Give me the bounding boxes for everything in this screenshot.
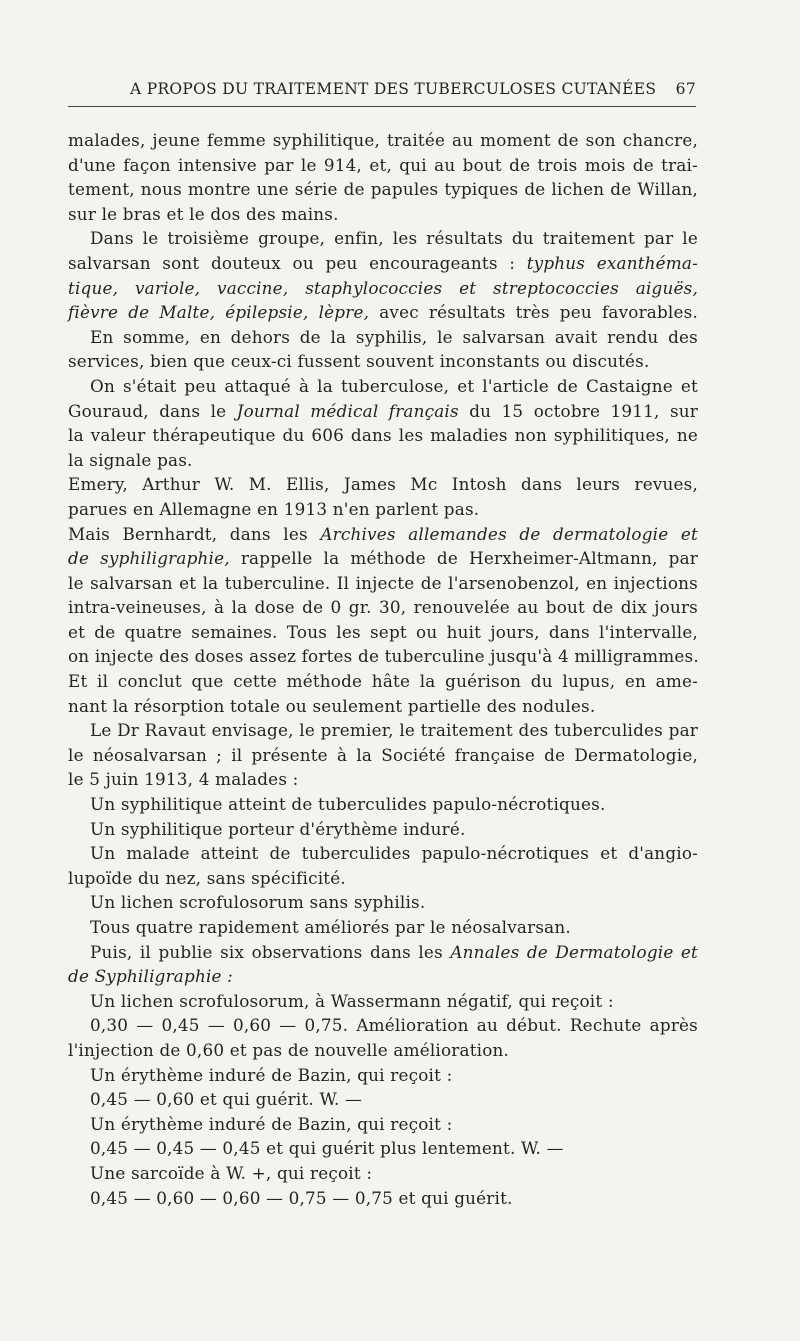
text-line: et de quatre semaines. Tous les sept ou huit jours, dans l'intervalle, — [68, 621, 698, 642]
text-line — [68, 276, 698, 301]
text-line — [68, 522, 698, 547]
text-line — [68, 251, 698, 276]
text-line: l'injection de 0,60 et pas de nouvelle amélioration. — [68, 1039, 510, 1060]
text-run: salvarsan sont douteux ou peu encourageants : — [68, 252, 516, 273]
text-line — [68, 546, 698, 571]
text-line: Dans le troisième groupe, enfin, les résultats du traitement par le — [90, 228, 698, 249]
text-line: On s'était peu attaqué à la tuberculose, et l'article de Castaigne et — [90, 375, 698, 396]
text-line: intra-veineuses, à la dose de 0 gr. 30, renouvelée au bout de dix jours — [68, 597, 698, 618]
text-line: Un lichen scrofulosorum sans syphilis. — [90, 892, 426, 913]
running-header — [68, 78, 696, 107]
text-line: Un lichen scrofulosorum, à Wassermann négatif, qui reçoit : — [90, 990, 614, 1011]
text-line: Un syphilitique porteur d'érythème induré. — [90, 818, 466, 839]
text-line — [68, 964, 698, 989]
text-line: services, bien que ceux-ci fussent souvent inconstants ou discutés. — [68, 351, 650, 372]
text-line: lupoïde du nez, sans spécificité. — [68, 867, 346, 888]
text-line — [68, 399, 698, 424]
text-line: parues en Allemagne en 1913 n'en parlent pas. — [68, 498, 480, 519]
text-line — [68, 300, 698, 325]
running-title: A PROPOS DU TRAITEMENT DES TUBERCULOSES CUTANÉES — [130, 80, 657, 98]
text-line: le néosalvarsan ; il présente à la Société française de Dermatologie, — [68, 744, 698, 765]
italic-run: de Syphiligraphie : — [68, 966, 234, 987]
text-line: on injecte des doses assez fortes de tuberculine jusqu'à 4 milligrammes. — [68, 646, 699, 667]
italic-run: Annales de Dermatologie et — [450, 941, 699, 962]
text-line: Une sarcoïde à W. +, qui reçoit : — [90, 1162, 373, 1183]
text-run: avec résultats très peu favorables. — [379, 302, 698, 323]
text-line: Un érythème induré de Bazin, qui reçoit : — [90, 1064, 453, 1085]
text-line: En somme, en dehors de la syphilis, le salvarsan avait rendu des — [90, 326, 698, 347]
text-line: 0,30 — 0,45 — 0,60 — 0,75. Amélioration au début. Rechute après — [90, 1015, 698, 1036]
italic-run: de syphiligraphie, — [68, 548, 230, 569]
text-line: nant la résorption totale ou seulement partielle des nodules. — [68, 695, 596, 716]
italic-run: Archives allemandes de dermatologie et — [320, 523, 698, 544]
text-line: d'une façon intensive par le 914, et, qui au bout de trois mois de trai- — [68, 154, 698, 175]
text-line: le 5 juin 1913, 4 malades : — [68, 769, 299, 790]
italic-run: tique, variole, vaccine, staphylococcies et streptococcies aiguës, — [68, 277, 698, 298]
text-line: la valeur thérapeutique du 606 dans les maladies non syphilitiques, ne — [68, 425, 698, 446]
italic-run: fièvre de Malte, épilepsie, lèpre, — [68, 302, 370, 323]
text-line: tement, nous montre une série de papules typiques de lichen de Willan, — [68, 179, 698, 200]
text-line: sur le bras et le dos des mains. — [68, 203, 339, 224]
text-run: du 15 octobre 1911, sur — [469, 400, 698, 421]
page-number: 67 — [675, 80, 696, 98]
text-line: 0,45 — 0,45 — 0,45 et qui guérit plus lentement. W. — — [90, 1138, 564, 1159]
text-line: Le Dr Ravaut envisage, le premier, le traitement des tuberculides par — [90, 720, 698, 741]
text-line: Un malade atteint de tuberculides papulo-nécrotiques et d'angio- — [90, 843, 698, 864]
text-line: Un érythème induré de Bazin, qui reçoit : — [90, 1113, 453, 1134]
italic-run: typhus exanthéma- — [526, 252, 698, 273]
text-line: Tous quatre rapidement améliorés par le néosalvarsan. — [90, 917, 571, 937]
italic-run: Journal médical français — [236, 400, 459, 421]
text-line: Un syphilitique atteint de tuberculides papulo-nécrotiques. — [90, 794, 606, 815]
text-line: Et il conclut que cette méthode hâte la guérison du lupus, en ame- — [68, 671, 698, 692]
text-run: rappelle la méthode de Herxheimer-Altmann, par — [240, 548, 698, 569]
text-run: Mais Bernhardt, dans les — [68, 523, 308, 544]
text-line: 0,45 — 0,60 et qui guérit. W. — — [90, 1089, 363, 1110]
text-line: la signale pas. — [68, 449, 193, 470]
text-run: Puis, il publie six observations dans les — [90, 941, 443, 962]
text-line: Emery, Arthur W. M. Ellis, James Mc Intosh dans leurs revues, — [68, 474, 698, 495]
body-text — [68, 128, 698, 1210]
text-run: Gouraud, dans le — [68, 400, 227, 421]
text-line — [68, 940, 698, 965]
text-line: 0,45 — 0,60 — 0,60 — 0,75 — 0,75 et qui guérit. — [90, 1187, 513, 1208]
text-line: le salvarsan et la tuberculine. Il injecte de l'arsenobenzol, en injections — [68, 572, 698, 593]
text-line: malades, jeune femme syphilitique, traitée au moment de son chancre, — [68, 130, 698, 150]
